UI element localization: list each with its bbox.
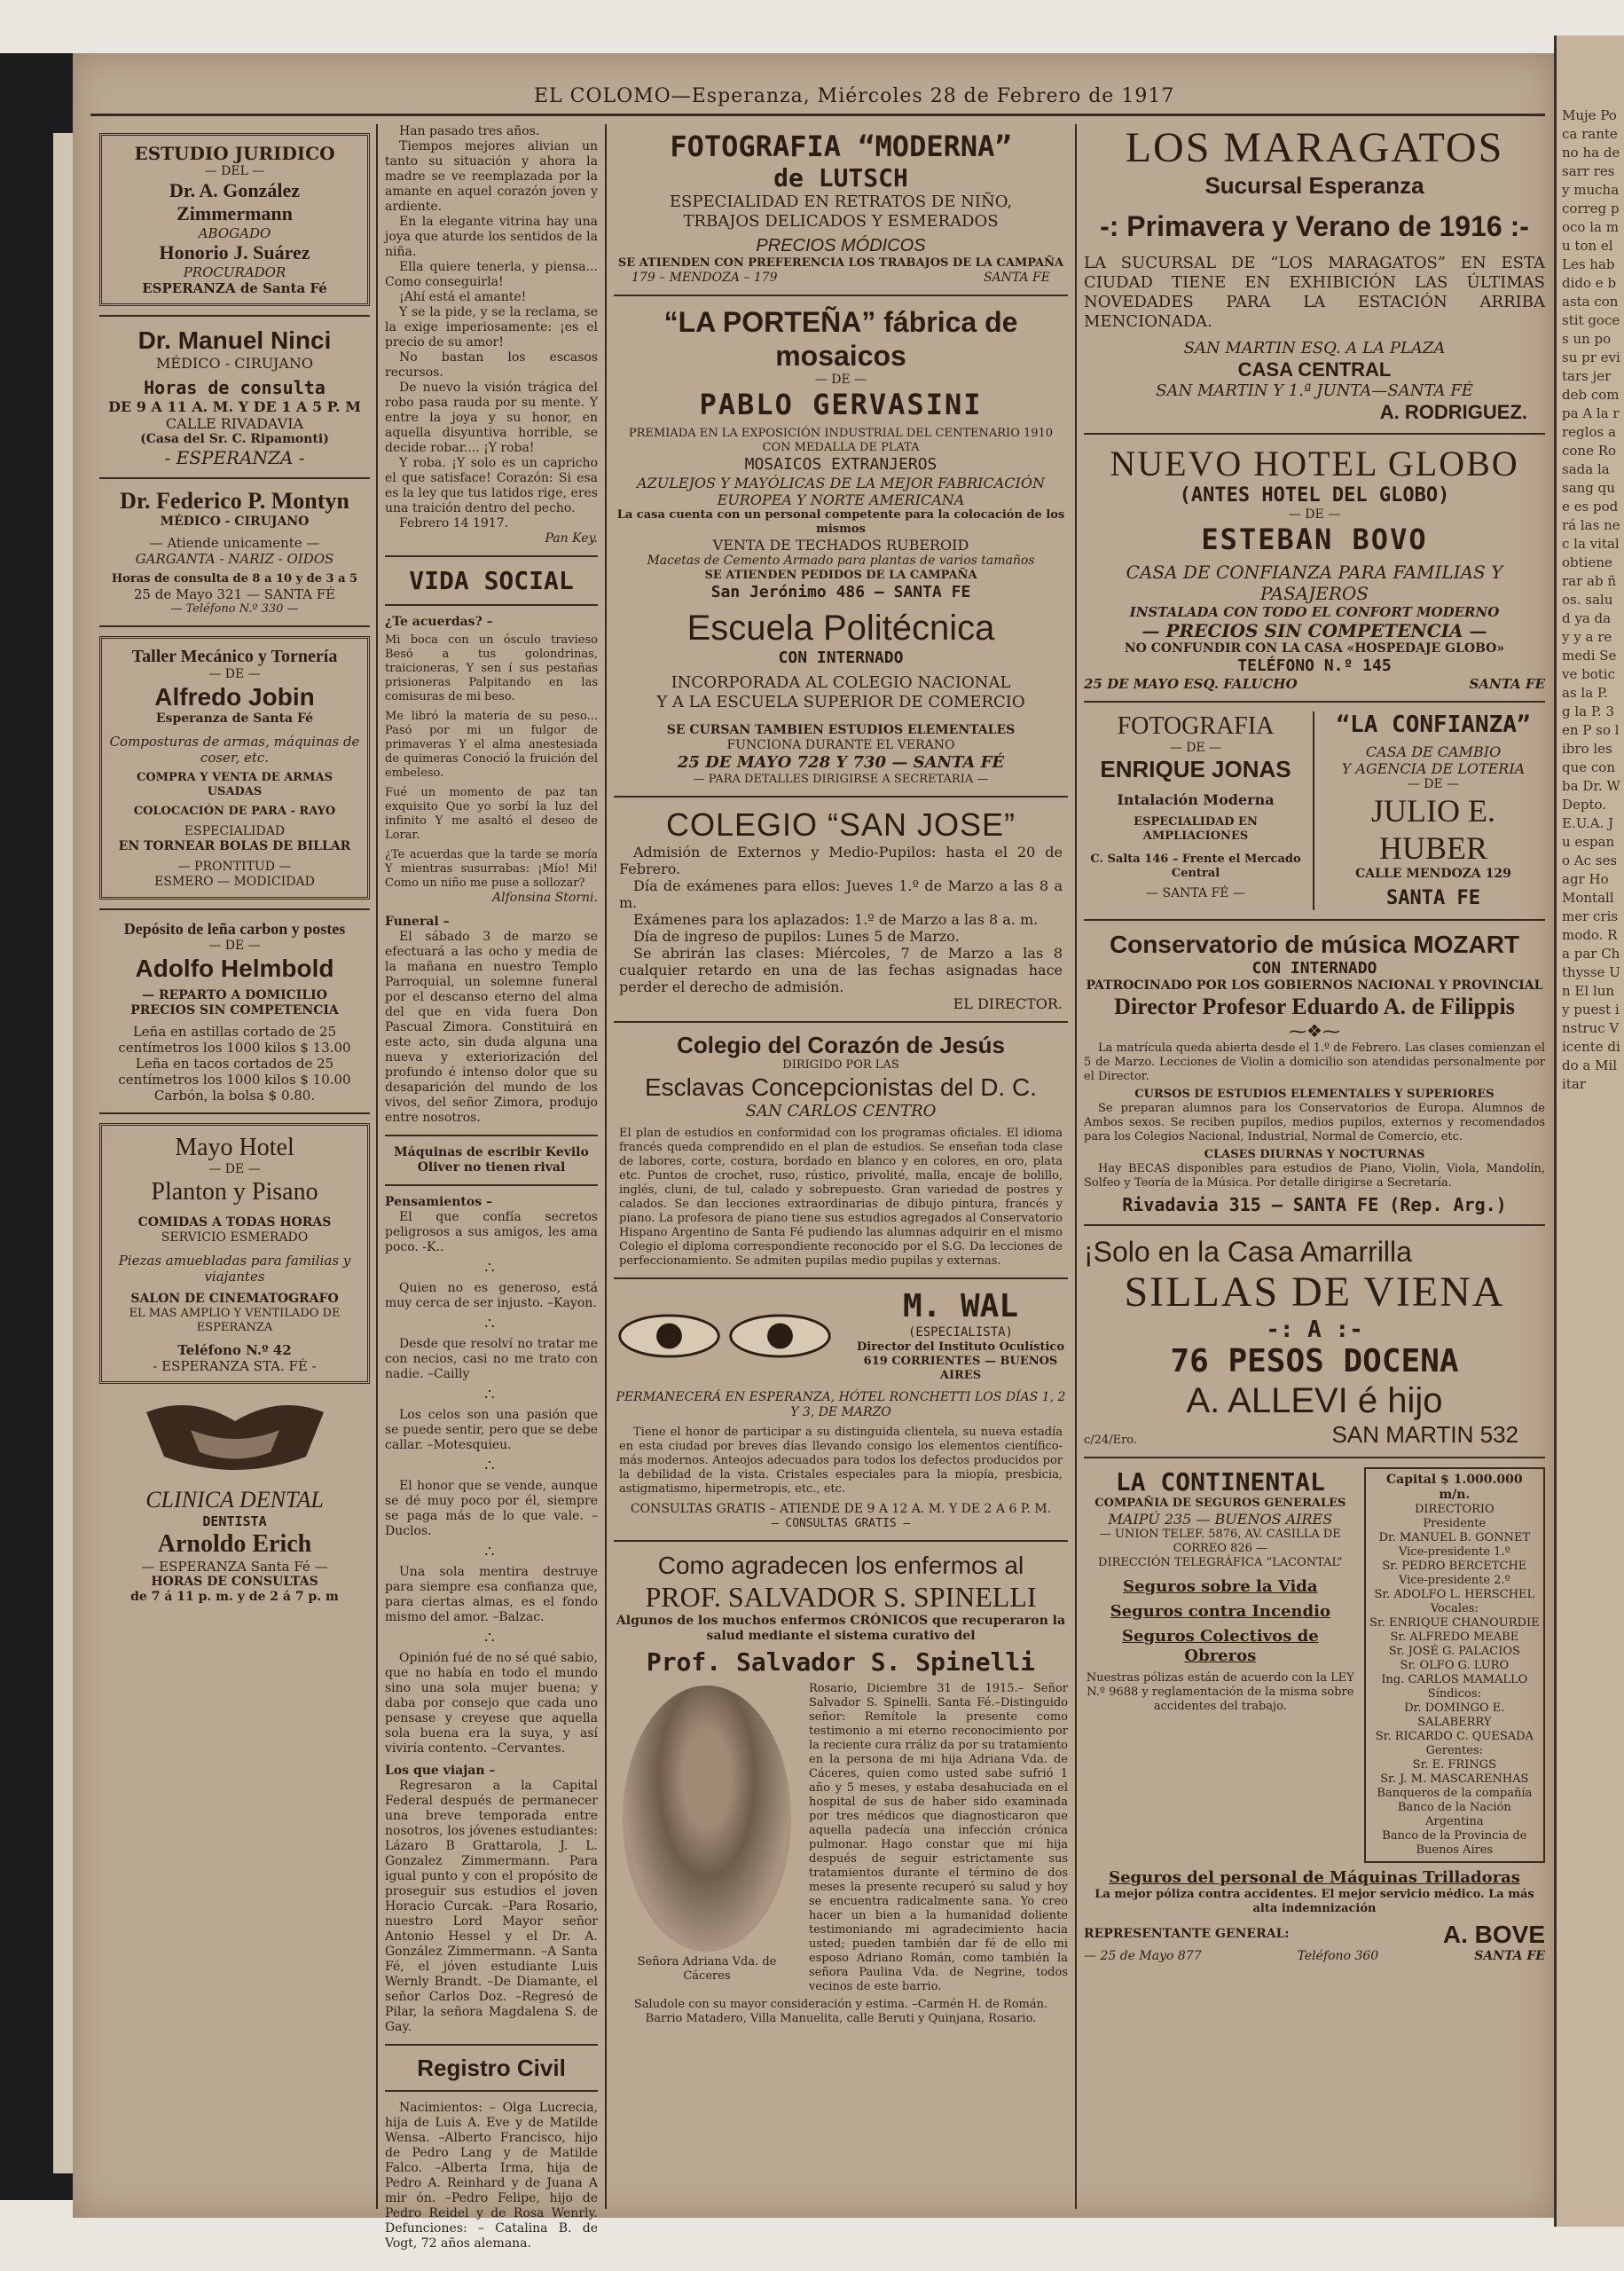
masthead: EL COLOMO—Esperanza, Miércoles 28 de Febrero de 1917 xyxy=(534,85,1175,107)
sanjose-p3: Exámenes para los aplazados: 1.º de Marzo a las 8 a. m. xyxy=(633,911,1039,928)
wal-text: Tiene el honor de participar a su distinguida clientela, su nueva estadía en esta ciudad por breves días llevando consigo los elementos científico-más modernos. Anteojos adecuados para todos los defectos producidos por la debilidad de la vista. Cristales especiales para la miopía, presbicia, astigmatismo, hipermetropis, etc., etc. xyxy=(619,1426,1063,1496)
mozart-patrocinado: PATROCINADO POR LOS GOBIERNOS NACIONAL Y PROVINCIAL xyxy=(1086,978,1543,993)
top-rule xyxy=(90,114,1545,116)
facing-page-text: Muje Poca rante no ha desarr res y mucha correg poco la mu ton el Les hab dido e basta constit goces un po su pr evitars jer deb compa A la rreglos acone Rosada la sang que es podrá las nec la vital obtiene rar ab ños. salud ya da y y a remedi Se ve boticas la P. g la P. 3 en P so libro les que con ba Dr. W Depto. E.U.A. Ju espano Ac ses agr Ho Montall mer cris modo. Ra par Ch thysse Un El lun y puest instruc Vicente dido a Militar xyxy=(1562,107,1620,1092)
newspaper-page xyxy=(73,53,1554,2251)
dir-12: Ing. CARLOS MAMALLO xyxy=(1381,1673,1528,1686)
poem-p6: Y se la pide, y se la reclama, se la exige imperiosamente: ¡es el precio de su amor! xyxy=(385,305,598,350)
ad-colegio-san-jose xyxy=(614,806,1068,1012)
taller-esmero: ESMERO — MODICIDAD xyxy=(154,875,315,889)
montyn-attends: — Atiende unicamente — xyxy=(149,535,320,551)
foto-especialidad: ESPECIALIDAD EN RETRATOS DE NIÑO, xyxy=(669,193,1013,211)
escuela-address: 25 DE MAYO 728 Y 730 — SANTA FÉ xyxy=(677,753,1005,772)
ad-m-wal xyxy=(614,1288,1068,1531)
jonas-city: — SANTA FÉ — xyxy=(1146,886,1245,900)
clinica-title: CLINICA DENTAL xyxy=(145,1487,324,1513)
mozart-clases: CLASES DIURNAS Y NOCTURNAS xyxy=(1204,1148,1425,1161)
globo-title: NUEVO HOTEL GLOBO xyxy=(1110,444,1519,483)
jonas-instalacion: Intalación Moderna xyxy=(1117,791,1275,808)
continental-directorio xyxy=(1364,1467,1545,1863)
globo-address-row xyxy=(1084,676,1545,692)
jonas-title: FOTOGRAFIA xyxy=(1117,712,1275,740)
pensamiento-7: Opinión fué de no sé qué sabio, que no había en todo el mundo sino una sola mujer buena; y daba por consejo que cada uno pensase y creyese que aquella sola buena era la suya, y así viviría contento. –Cervantes. xyxy=(385,1651,598,1756)
dir-11: Sr. OLFO G. LURO xyxy=(1400,1659,1510,1672)
eyes-illustration-icon xyxy=(614,1306,836,1366)
taller-especialidad: ESPECIALIDAD xyxy=(184,824,286,838)
dir-6: Sr. ADOLFO L. HERSCHEL xyxy=(1374,1588,1535,1601)
mozart-becas: Hay BECAS disponibles para estudios de Piano, Violin, Viola, Mandolín, Solfeo y Teoría de la Música. Por detalle dirigirse a Secretaría. xyxy=(1084,1162,1545,1190)
estudio-lawyer: Dr. A. González Zimmermann xyxy=(169,179,301,224)
pensamiento-6: Una sola mentira destruye para siempre esa confianza que, para ciertas almas, es el fondo mismo del amor. –Balzac. xyxy=(385,1565,598,1624)
montyn-speciality: GARGANTA - NARIZ - OIDOS xyxy=(135,551,334,567)
ninci-street: CALLE RIVADAVIA xyxy=(165,415,304,432)
column-2: Han pasado tres años. Tiempos mejores alivian un tanto su situación y ahora la madre se ve reemplazada por la amante en aquel corazón joven y ardiente. En la elegante vitrina hay una joya que aturde los sentidos de la niña. Ella quiere tenerla, y piensa... Como conseguirla! ¡Ahí está el amante! Y se la pide, y se la reclama, se la exige imperiosamente: ¡es el precio de su amor! No bastan los escasos recursos. De nuevo la visión trágica del robo pasa rauda por su mente. Y entre la joya y su honor, en aquella disyuntiva horrible, se decide robar.... ¡Y roba! Y roba. ¡Y solo es un capricho el que satisface! Corazón: Si esa es la ley que tus latidos rige, eres una traición dentro del pecho. Febrero 14 1917. Pan Key. VIDA SOCIAL ¿Te acuerdas? – Mi boca con un ósculo travieso Besó a tus golondrinas, traicioneras, Y sen í sus pestañas prisioneras Palpitando en las comisuras de mi beso. Me libró la materia de su peso... Pasó por mi un fulgor de primaveras Y el alma anestesiada de quimeras Conoció la fruición del embeleso. Fué un momento de paz tan exquisito Que yo sorbí la luz del infinito Y me asaltó el deseo de Lorar. ¿Te acuerdas que la tarde se moría Y mientras susurrabas: ¡Mío! Mi! Como un niño me puse a sollozar? Alfonsina Storni. Funeral – El sábado 3 de marzo se efectuará a las ocho y media de la mañana en nuestro Templo Parroquial, un solemne funeral por el descanso eterno del alma del que en vida fuera Don Pascual Zimora. Constituirá en este acto, sin duda alguna una nueva y exteriorización del profundo é intenso dolor que su desaparición del mundo de los vivos, del señor Zimora, produjo entre nosotros. Máquinas de escribir Kevilo Oliver no tienen rival Pensamientos – El que confía secretos peligrosos a sus amigos, les ama poco. -K.. ∴ Quien no es generoso, está muy cerca de ser injusto. –Kayon. ∴ Desde que resolví no tratar me con necios, casi no me trato con nadie. –Cailly ∴ Los celos son una pasión que se puede sentir, pero que se debe callar. –Motesquieu. ∴ El honor que se vende, aunque se dé muy poco por él, siempre se paga más de lo que vale. –Duclos. ∴ Una sola mentira destruye para siempre esa confianza que, para ciertas almas, es el fondo mismo del amor. –Balzac. ∴ Opinión fué de no sé qué sabio, que no había en todo el mundo sino una sola mujer buena; y daba por consejo que cada uno pensase y creyese que aquella sola buena era la suya, y así viviría contento. –Cervantes. Los que viajan – Regresaron a la Capital Federal después de permanecer una breve temporada entre nosotros, los jóvenes estudiantes: Lázaro B Grattarola, J. L. Gonzalez Zimmermann. Para igual punto y con el propósito de proseguir sus estudios el joven Horacio Curcak. –Para Rosario, nuestro Lord Mayor señor Antonio Hessel y el Dr. A. González Zimmermann. –A Santa Fé, el jóven estudiante Luis Wernly Brandt. –De Diamante, el señor Carlos Doz. –Regresó de Pilar, la señora Magdalena S. de Gay. Registro Civil Nacimientos: – Olga Lucrecia, hija de Luis A. Eve y de Matilde Wensa. –Alberto Francisco, hijo de Pedro Lang y de Matilde Falco. –Alberta Irma, hija de Pedro A. Reinhard y de Juana A mir ón. –Pedro Felipe, hijo de Pedro Reidel y de Rosa Wenrly. Defunciones: – Catalina B. de Vogt, 72 años alemana. xyxy=(385,124,598,2251)
vida-social-heading: VIDA SOCIAL xyxy=(409,566,574,595)
mayo-owners: Planton y Pisano xyxy=(151,1178,318,1206)
mayo-amplio: EL MAS AMPLIO Y VENTILADO DE ESPERANZA xyxy=(129,1307,341,1334)
corazon-dirigido: DIRIGIDO POR LAS xyxy=(782,1058,899,1072)
helmbold-line-3: Leña en tacos cortados de 25 xyxy=(135,1056,334,1072)
jonas-name: ENRIQUE JONAS xyxy=(1100,756,1291,782)
mozart-matricula: La matrícula queda abierta desde el 1.º de Febrero. Las clases comienzan el 5 de Marzo. Lecciones de Violin a domicilio son atendidas personalmente por el Director. xyxy=(1084,1041,1545,1083)
poem-p8: De nuevo la visión trágica del robo pasa rauda por su mente. Y entre la joya y su honor, en aquella disyuntiva horrible, se decide robar.... ¡Y roba! xyxy=(385,381,598,455)
seguros-obreros: Seguros Colectivos de Obreros xyxy=(1122,1627,1319,1665)
helmbold-title: Depósito de leña carbon y postes xyxy=(123,920,346,938)
clinica-dentista: DENTISTA xyxy=(202,1513,267,1529)
confianza-city: SANTA FE xyxy=(1386,887,1480,909)
helmbold-de: — DE — xyxy=(208,939,261,953)
divider-ornament-icon: ⁓❖⁓ xyxy=(1289,1020,1340,1041)
ad-la-confianza xyxy=(1322,711,1545,910)
continental-polizas: Nuestras pólizas están de acuerdo con la LEY N.º 9688 y reglamentación de la misma sobre accidentes del trabajo. xyxy=(1086,1671,1354,1713)
ads-row-jonas-confianza xyxy=(1084,711,1545,910)
maragatos-address: SAN MARTIN ESQ. A LA PLAZA xyxy=(1183,339,1446,358)
dir-14: Dr. DOMINGO E. SALABERRY xyxy=(1404,1701,1505,1729)
poem-p4: Ella quiere tenerla, y piensa... Como conseguirla! xyxy=(385,260,598,289)
mayo-phone: Teléfono N.º 42 xyxy=(177,1342,292,1358)
foto-campana: SE ATIENDEN CON PREFERENCIA LOS TRABAJOS DE LA CAMPAÑA xyxy=(617,256,1064,270)
directorio-list xyxy=(1369,1503,1540,1858)
ad-helmbold xyxy=(99,919,370,1104)
ninci-town: - ESPERANZA - xyxy=(164,447,305,468)
continental-telegraph: DIRECCIÓN TELEGRÁFICA “LACONTAL” xyxy=(1098,1556,1343,1569)
column-1 xyxy=(99,124,370,2218)
pensamientos-title: Pensamientos – xyxy=(385,1195,492,1209)
sanjose-title: COLEGIO “SAN JOSE” xyxy=(665,806,1016,843)
continental-address: MAIPÚ 235 — BUENOS AIRES xyxy=(1108,1511,1333,1528)
portrait-photo xyxy=(623,1686,791,1952)
facing-page xyxy=(1554,35,1624,2227)
mayo-title: Mayo Hotel xyxy=(175,1134,294,1161)
confianza-cambio: CASA DE CAMBIO xyxy=(1365,743,1502,760)
helmbold-line-5: Carbón, la bolsa $ 0.80. xyxy=(153,1088,316,1104)
wal-director: Director del Instituto Oculístico xyxy=(857,1340,1064,1354)
mayo-de: — DE — xyxy=(208,1162,261,1176)
acuerdas-title: ¿Te acuerdas? – xyxy=(385,615,493,629)
dir-17: Sr. E. FRINGS xyxy=(1412,1758,1496,1772)
portena-owner: PABLO GERVASINI xyxy=(699,388,983,421)
mayo-piezas: Piezas amuebladas para familias y viajantes xyxy=(118,1253,351,1285)
taller-de: — DE — xyxy=(208,667,261,681)
ad-hotel-globo xyxy=(1084,444,1545,692)
corazon-text: El plan de estudios en conformidad con los programas oficiales. El idioma francés queda comprendido en el plan de estudios. Se enseñan toda clase de labores, corte, costura, bordado en blanco y en colores, en oro, plata etc. Puntos de crochet, ruso, rústico, privolité, malla, encaje de bolillo, inglés, cluni, de tul, calado y sobrepuesto. Gran variedad de postres y calados. Se dan lecciones extraordinarias de dibujo pintura, francés y piano. La profesora de piano tiene sus estudios agregados al Conservatorio Hispano Argentino de Santa Fé pudiendo las alumnas adquirir en el mismo Colegio el diploma correspondiente reconocido por el S.G. Da lecciones de perfeccionamiento. Se admiten pupilas medio pupilas y externas. xyxy=(619,1127,1063,1268)
dir-15: Sr. RICARDO C. QUESADA xyxy=(1375,1730,1534,1743)
clinica-hours: de 7 á 11 p. m. y de 2 á 7 p. m xyxy=(130,1590,339,1604)
column-rule-3 xyxy=(1075,124,1077,2209)
montyn-hours: Horas de consulta de 8 a 10 y de 3 a 5 xyxy=(111,572,358,585)
estudio-place: ESPERANZA de Santa Fé xyxy=(142,280,327,296)
portena-azulejos: AZULEJOS Y MAYÓLICAS DE LA MEJOR FABRICACIÓN EUROPEA Y NORTE AMERICANA xyxy=(637,475,1045,508)
taller-title: Taller Mecánico y Tornería xyxy=(131,647,338,666)
escuela-title: Escuela Politécnica xyxy=(686,609,995,648)
wal-name: M. WAL xyxy=(902,1288,1019,1324)
poem-p9: Y roba. ¡Y solo es un capricho el que satisface! Corazón: Si esa es la ley que tus latidos rige, eres una traición dentro del pecho. xyxy=(385,456,598,515)
continental-mejor-poliza: La mejor póliza contra accidentes. El mejor servicio médico. La más alta indemnización xyxy=(1094,1888,1534,1915)
pensamiento-3: Desde que resolví no tratar me con necios, casi no me trato con nadie. –Cailly xyxy=(385,1337,598,1381)
registro-civil-heading: Registro Civil xyxy=(417,2055,566,2081)
amarrilla-price: 76 PESOS DOCENA xyxy=(1170,1343,1459,1379)
maragatos-text: LA SUCURSAL DE “LOS MARAGATOS” EN ESTA CIUDAD TIENE EN EXHIBICIÓN LAS ÚLTIMAS NOVEDADES PARA LA ESTACIÓN ARRIBA MENCIONADA. xyxy=(1084,254,1545,331)
foto-owner: de LUTSCH xyxy=(773,163,908,193)
ninci-hours: DE 9 A 11 A. M. Y DE 1 A 5 P. M xyxy=(108,398,361,415)
helmbold-reparto: — REPARTO A DOMICILIO xyxy=(142,988,327,1002)
ad-taller-jobin xyxy=(99,636,370,900)
ad-la-continental xyxy=(1084,1467,1545,1863)
portena-mosaicos: MOSAICOS EXTRANJEROS xyxy=(744,455,938,474)
spinelli-headline: Como agradecen los enfermos al xyxy=(657,1552,1024,1579)
wal-especialista: (ESPECIALISTA) xyxy=(907,1325,1013,1340)
acuerdas-signature: Alfonsina Storni. xyxy=(492,891,598,905)
registro-civil-text: Nacimientos: – Olga Lucrecia, hija de Luis A. Eve y de Matilde Wensa. –Alberto Francisco, hijo de Pedro Lang y de Matilde Falco. –Alberta Irma, hija de Pedro A. Reinhard y de Juana A mir ón. –Pedro Felipe, hijo de Pedro Reidel y de Rosa Wenrly. Defunciones: – Catalina B. de Vogt, 72 años alemana. xyxy=(385,2101,598,2251)
ad-clinica-dental xyxy=(99,1395,370,1605)
wal-consultas: CONSULTAS GRATIS – ATIENDE DE 9 A 12 A. M. Y DE 2 A 6 P. M. xyxy=(630,1502,1052,1516)
portena-title: “LA PORTEÑA” fábrica de mosaicos xyxy=(663,306,1018,372)
spinelli-letter: Rosario, Diciembre 31 de 1915.– Señor Salvador S. Spinelli. Santa Fé.–Distinguido señor: Remítole la presente como testimonio a mi eterno reconocimiento por la reciente cura rráliz da por su tratamiento en la persona de mi hija Adriana Vda. de Cáceres, quien como usted sabe sufrió 1 año y 5 meses, y estaba desahuciada en el hospital de sus de haber sido examinada por tres médicos que diagnosticaron que aquella padecía una infección crónica pulmonar. Hago constar que mi hija después de seguir estrictamente sus tratamientos durante el término de dos meses la presente recuperó su salud y hoy se encuentra radicalmente sana. Yo creo hacer un bien a la humanidad doliente testimoniando mi agradecimiento hacia usted; pueden también dar fé de ello mi esposo Adriano Román, como también la señora Paulina Vda. de Negrine, todos vecinos de este barrio. xyxy=(809,1682,1068,1993)
helmbold-line-1: Leña en astillas cortado de 25 xyxy=(132,1024,337,1040)
helmbold-line-2: centímetros los 1000 kilos $ 13.00 xyxy=(118,1040,351,1056)
sanjose-body xyxy=(614,844,1068,1012)
seguros-vida: Seguros sobre la Vida xyxy=(1123,1577,1318,1596)
ad-la-portena xyxy=(614,305,1068,602)
dir-7: Vocales: xyxy=(1430,1602,1479,1615)
montyn-phone: — Teléfono N.º 330 — xyxy=(170,602,299,616)
montyn-address: 25 de Mayo 321 — SANTA FÉ xyxy=(133,586,336,602)
continental-title: LA CONTINENTAL xyxy=(1115,1467,1325,1497)
acuerdas-stanza-3: Fué un momento de paz tan exquisito Que yo sorbí la luz del infinito Y me asaltó el deseo de Lorar. xyxy=(385,786,598,842)
clinica-town: — ESPERANZA Santa Fé — xyxy=(141,1559,328,1575)
mayo-town: - ESPERANZA STA. FÉ - xyxy=(153,1358,317,1374)
estudio-del: — DEL — xyxy=(204,164,265,178)
maragatos-central-address: SAN MARTIN Y 1.ª JUNTA—SANTA FÉ xyxy=(1156,381,1473,400)
sanjose-p5: Se abrirán las clases: Miércoles, 7 de Marzo a las 8 cualquier retardo en una de las fechas asignadas hace perder el derecho de admisión. xyxy=(619,945,1063,995)
portena-personal: La casa cuenta con un personal competente para la colocación de los mismos xyxy=(616,508,1065,536)
acuerdas-stanza-4: ¿Te acuerdas que la tarde se moría Y mientras susurrabas: ¡Mío! Mi! Como un niño me puse a sollozar? xyxy=(385,848,598,890)
portena-pedidos: SE ATIENDEN PEDIDOS DE LA CAMPAÑA xyxy=(704,569,977,582)
globo-confort: INSTALADA CON TODO EL CONFORT MODERNO xyxy=(1129,604,1500,620)
escuela-detalles: — PARA DETALLES DIRIGIRSE A SECRETARIA — xyxy=(693,773,989,786)
mozart-director: Director Profesor Eduardo A. de Filippis xyxy=(1114,994,1515,1019)
mozart-address: Rivadavia 315 — SANTA FE (Rep. Arg.) xyxy=(1122,1194,1507,1215)
continental-representante: REPRESENTANTE GENERAL: xyxy=(1084,1927,1290,1941)
taller-services: Composturas de armas, máquinas de coser, etc. xyxy=(109,734,360,766)
globo-owner: ESTEBAN BOVO xyxy=(1201,523,1428,556)
portena-address: San Jerónimo 486 — SANTA FE xyxy=(710,583,971,601)
confianza-address: CALLE MENDOZA 129 xyxy=(1355,867,1511,881)
amarrilla-ref: c/24/Ero. xyxy=(1084,1434,1138,1447)
seguros-incendio: Seguros contra Incendio xyxy=(1110,1602,1330,1621)
foto-address-row xyxy=(614,271,1068,286)
column-4 xyxy=(1084,124,1545,2218)
globo-phone: TELÉFONO N.º 145 xyxy=(1237,656,1392,675)
amarrilla-title: ¡Solo en la Casa Amarrilla xyxy=(1084,1236,1412,1268)
amarrilla-a: -: A :- xyxy=(1266,1316,1363,1343)
taller-billar: EN TORNEAR BOLAS DE BILLAR xyxy=(118,839,351,853)
dir-8: Sr. ENRIQUE CHANOURDIE xyxy=(1369,1616,1540,1630)
column-rule-2 xyxy=(605,124,607,2209)
ad-mayo-hotel xyxy=(99,1123,370,1384)
ad-montyn xyxy=(99,488,370,617)
helmbold-owner: Adolfo Helmbold xyxy=(135,955,334,982)
maragatos-sucursal: Sucursal Esperanza xyxy=(1204,172,1424,199)
estudio-procurador: PROCURADOR xyxy=(183,264,286,280)
ad-ninci xyxy=(99,326,370,468)
amarrilla-address: SAN MARTIN 532 xyxy=(1331,1421,1518,1448)
ninci-house: (Casa del Sr. C. Ripamonti) xyxy=(140,432,329,446)
acuerdas-stanza-2: Me libró la materia de su peso... Pasó por mi un fulgor de primaveras Y el alma anestesiada de quimeras Conoció la fruición del embeleso. xyxy=(385,710,598,780)
funeral-title: Funeral – xyxy=(385,915,450,929)
corazon-title: Colegio del Corazón de Jesús xyxy=(677,1032,1005,1058)
poem-p5: ¡Ahí está el amante! xyxy=(399,290,527,304)
spinelli-intro: Algunos de los muchos enfermos CRÓNICOS que recuperaron la salud mediante el sistema curativo del xyxy=(616,1614,1066,1643)
wal-consultas-gratis: — CONSULTAS GRATIS — xyxy=(771,1517,911,1530)
maragatos-casa-central: CASA CENTRAL xyxy=(1237,358,1392,381)
ad-fotografia-moderna xyxy=(614,130,1068,286)
dir-5: Vice-presidente 2.º xyxy=(1398,1574,1510,1587)
seguros-trilladoras: Seguros del personal de Máquinas Trilladoras xyxy=(1109,1868,1520,1887)
viajan-text: Regresaron a la Capital Federal después de permanecer una breve temporada entre nosotros, los jóvenes estudiantes: Lázaro B Grattarola, J. L. Gonzalez Zimmermann. Para igual punto y con el propósito de proseguir sus estudios el joven Horacio Curcak. –Para Rosario, nuestro Lord Mayor señor Antonio Hessel y el Dr. A. González Zimmermann. –A Santa Fé, el jóven estudiante Luis Wernly Brandt. –De Diamante, el señor Carlos Doz. –Regresó de Pilar, la señora Magdalena S. de Gay. xyxy=(385,1779,598,2034)
dir-18: Sr. J. M. MASCARENHAS xyxy=(1380,1772,1529,1786)
globo-antes: (ANTES HOTEL DEL GLOBO) xyxy=(1179,484,1450,507)
clinica-dentist-name: Arnoldo Erich xyxy=(157,1530,312,1558)
continental-subtitle: COMPAÑIA DE SEGUROS GENERALES xyxy=(1094,1497,1346,1510)
column-rule-1 xyxy=(376,124,378,2209)
ninci-role: MÉDICO - CIRUJANO xyxy=(156,355,313,372)
ad-corazon-de-jesus xyxy=(614,1032,1068,1269)
dir-4: Sr. PEDRO BERCETCHE xyxy=(1382,1560,1527,1573)
continental-address-row xyxy=(1084,1949,1545,1964)
escuela-elementales: SE CURSAN TAMBIEN ESTUDIOS ELEMENTALES xyxy=(666,723,1016,737)
continental-rep-phone: Teléfono 360 xyxy=(1297,1949,1379,1963)
foto-precios: PRECIOS MÓDICOS xyxy=(756,236,926,255)
portena-techados: VENTA DE TECHADOS RUBEROID xyxy=(712,537,969,554)
estudio-procurador-name: Honorio J. Suárez xyxy=(159,241,310,263)
pensamiento-2: Quien no es generoso, está muy cerca de ser injusto. –Kayon. xyxy=(385,1281,598,1310)
dir-2: Dr. MANUEL B. GONNET xyxy=(1378,1531,1531,1544)
confianza-title: “LA CONFIANZA” xyxy=(1336,711,1531,738)
portena-premiada: PREMIADA EN LA EXPOSICIÓN INDUSTRIAL DEL CENTENARIO 1910 CON MEDALLA DE PLATA xyxy=(628,427,1054,454)
taller-place: Esperanza de Santa Fé xyxy=(155,711,314,726)
dir-16: Gerentes: xyxy=(1425,1744,1483,1757)
amarrilla-sillas: SILLAS DE VIENA xyxy=(1124,1269,1505,1316)
mozart-alumnos: Se preparan alumnos para los Conservatorios de Europa. Alumnos de Ambos sexos. Se reciben pupilos, medios pupilos, externos y recomendados para los Colegios Nacional, Industrial, Normal de Comercio, etc. xyxy=(1084,1102,1545,1143)
dir-20: Banco de la Nación Argentina xyxy=(1397,1801,1511,1828)
taller-prontitud: — PRONTITUD — xyxy=(177,860,292,874)
pensamiento-1: El que confía secretos peligrosos a sus amigos, les ama poco. -K.. xyxy=(385,1210,598,1254)
montyn-role: MÉDICO - CIRUJANO xyxy=(160,515,310,529)
pensamiento-5: El honor que se vende, aunque se dé muy poco por él, siempre se paga más de lo que vale. –Duclos. xyxy=(385,1479,598,1538)
globo-address: 25 DE MAYO ESQ. FALUCHO xyxy=(1084,676,1298,692)
confianza-loteria: Y AGENCIA DE LOTERIA xyxy=(1341,760,1526,777)
foto-address: 179 – MENDOZA – 179 xyxy=(632,271,778,285)
sanjose-director: EL DIRECTOR. xyxy=(953,995,1063,1012)
montyn-name: Dr. Federico P. Montyn xyxy=(120,488,349,514)
maragatos-title: LOS MARAGATOS xyxy=(1125,124,1504,171)
foto-title: FOTOGRAFIA “MODERNA” xyxy=(670,130,1012,163)
ornamental-crest-icon xyxy=(137,1395,333,1483)
continental-footer xyxy=(1084,1920,1545,1949)
continental-representante-name: A. BOVE xyxy=(1442,1921,1545,1948)
estudio-abogado: ABOGADO xyxy=(198,225,271,241)
wal-permanecera: PERMANECERÁ EN ESPERANZA, HÓTEL RONCHETTI LOS DÍAS 1, 2 Y 3, DE MARZO xyxy=(616,1390,1066,1419)
portena-de: — DE — xyxy=(814,373,867,387)
globo-no-confundir: NO CONFUNDIR CON LA CASA «HOSPEDAJE GLOBO» xyxy=(1124,641,1505,656)
amarrilla-owner: A. ALLEVI é hijo xyxy=(1186,1381,1443,1420)
acuerdas-stanza-1: Mi boca con un ósculo travieso Besó a tus golondrinas, traicioneras, Y sen í sus pestañas prisioneras Palpitando en las comisuras de mi beso. xyxy=(385,633,598,703)
poem-p7: No bastan los escasos recursos. xyxy=(385,350,598,380)
globo-casa: CASA DE CONFIANZA PARA FAMILIAS Y PASAJEROS xyxy=(1126,562,1503,604)
dir-3: Vice-presidente 1.º xyxy=(1398,1545,1510,1559)
confianza-de: — DE — xyxy=(1407,777,1460,791)
continental-rep-address: — 25 de Mayo 877 xyxy=(1084,1949,1202,1963)
globo-city: SANTA FE xyxy=(1469,676,1545,692)
taller-owner: Alfredo Jobin xyxy=(154,683,315,711)
confianza-owner: JULIO E. HUBER xyxy=(1371,793,1495,866)
poem-signature: Pan Key. xyxy=(545,531,598,546)
corazon-place: SAN CARLOS CENTRO xyxy=(745,1102,937,1120)
helmbold-line-4: centímetros los 1000 kilos $ 10.00 xyxy=(118,1072,351,1088)
mozart-title: Conservatorio de música MOZART xyxy=(1109,931,1520,958)
ad-enrique-jonas xyxy=(1084,711,1314,910)
mayo-servicio: SERVICIO ESMERADO xyxy=(161,1230,309,1245)
taller-pararayo: COLOCACIÓN DE PARA - RAYO xyxy=(133,805,336,818)
maragatos-owner: A. RODRIGUEZ. xyxy=(1379,401,1527,423)
helmbold-precios: PRECIOS SIN COMPETENCIA xyxy=(130,1003,339,1018)
ad-conservatorio-mozart xyxy=(1084,930,1545,1215)
continental-rep-city: SANTA FE xyxy=(1474,1949,1545,1963)
funeral-text: El sábado 3 de marzo se efectuará a las ocho y media de la mañana en nuestro Templo Parroquial, un solemne funeral por el descanso eterno del alma del que en vida fuera Don Pascual Zimora. Constituirá en este acto, sin duda alguna una nueva y exteriorización del profundo é intenso dolor que su desaparición del mundo de los vivos, del señor Zimora, produjo entre nosotros. xyxy=(385,930,598,1125)
dir-0: DIRECTORIO xyxy=(1414,1503,1495,1516)
taller-armas: COMPRA Y VENTA DE ARMAS USADAS xyxy=(137,771,333,798)
mozart-cursos: CURSOS DE ESTUDIOS ELEMENTALES Y SUPERIORES xyxy=(1134,1088,1495,1101)
dir-13: Síndicos: xyxy=(1427,1687,1481,1701)
kevil-ad: Máquinas de escribir Kevilo Oliver no tienen rival xyxy=(394,1145,589,1175)
sanjose-p1: Admisión de Externos y Medio-Pupilos: hasta el 20 de Febrero. xyxy=(619,844,1063,877)
foto-trabajos: TRBAJOS DELICADOS Y ESMERADOS xyxy=(683,212,999,231)
spinelli-name: Prof. Salvador S. Spinelli xyxy=(646,1647,1036,1677)
continental-phone: — UNION TELEF. 5876, AV. CASILLA DE CORREO 826 — xyxy=(1099,1528,1341,1555)
dir-1: Presidente xyxy=(1423,1517,1487,1530)
portena-macetas: Macetas de Cemento Armado para plantas de varios tamaños xyxy=(647,554,1035,568)
poem-date: Febrero 14 1917. xyxy=(399,516,509,530)
spinelli-name-large: PROF. SALVADOR S. SPINELLI xyxy=(645,1581,1037,1613)
continental-capital: Capital $ 1.000.000 m/n. xyxy=(1386,1473,1523,1502)
ad-estudio-juridico xyxy=(99,133,370,306)
dir-9: Sr. ALFREDO MEABE xyxy=(1390,1631,1519,1644)
globo-precios: — PRECIOS SIN COMPETENCIA — xyxy=(1142,620,1487,641)
dir-21: Banco de la Provincia de Buenos Aires xyxy=(1382,1829,1527,1857)
poem-p2: Tiempos mejores alivian un tanto su situación y ahora la madre se ve reemplazada por la amante en aquel corazón joven y ardiente. xyxy=(385,139,598,214)
clinica-hours-title: HORAS DE CONSULTAS xyxy=(151,1575,318,1589)
mayo-cine: SALON DE CINEMATOGRAFO xyxy=(130,1292,339,1306)
escuela-verano: FUNCIONA DURANTE EL VERANO xyxy=(726,738,955,752)
sanjose-p4: Día de ingreso de pupilos: Lunes 5 de Marzo. xyxy=(633,928,960,945)
jonas-address: C. Salta 146 – Frente el Mercado Central xyxy=(1090,853,1301,880)
globo-de: — DE — xyxy=(1288,507,1341,522)
ninci-hours-title: Horas de consulta xyxy=(144,377,326,398)
ad-casa-amarrilla xyxy=(1084,1235,1545,1448)
sanjose-p2: Día de exámenes para ellos: Jueves 1.º de Marzo a las 8 a m. xyxy=(619,877,1063,911)
wal-address: 619 CORRIENTES — BUENOS AIRES xyxy=(863,1355,1058,1382)
estudio-title: ESTUDIO JURIDICO xyxy=(134,143,335,164)
poem-p3: En la elegante vitrina hay una joya que aturde los sentidos de la niña. xyxy=(385,215,598,259)
viajan-title: Los que viajan – xyxy=(385,1764,496,1778)
poem-p1: Han pasado tres años. xyxy=(399,124,540,138)
escuela-nacional: INCORPORADA AL COLEGIO NACIONAL xyxy=(671,673,1011,692)
mozart-internado: CON INTERNADO xyxy=(1251,959,1377,978)
maragatos-season: -: Primavera y Verano de 1916 :- xyxy=(1100,210,1529,242)
jonas-de: — DE — xyxy=(1169,741,1222,755)
column-3 xyxy=(614,124,1068,2218)
ad-los-maragatos xyxy=(1084,124,1545,424)
escuela-internado: CON INTERNADO xyxy=(778,648,904,667)
escuela-comercio: Y A LA ESCUELA SUPERIOR DE COMERCIO xyxy=(656,693,1025,711)
portrait-caption: Señora Adriana Vda. de Cáceres xyxy=(637,1955,777,1983)
mayo-comidas: COMIDAS A TODAS HORAS xyxy=(137,1215,332,1230)
ad-spinelli xyxy=(614,1551,1068,2026)
dir-10: Sr. JOSÉ G. PALACIOS xyxy=(1388,1645,1520,1658)
foto-city: SANTA FE xyxy=(983,271,1050,285)
pensamiento-4: Los celos son una pasión que se puede sentir, pero que se debe callar. –Motesquieu. xyxy=(385,1408,598,1452)
jonas-especialidad: ESPECIALIDAD EN AMPLIACIONES xyxy=(1134,815,1258,843)
ad-escuela-politecnica xyxy=(614,608,1068,787)
spinelli-signature: Saludole con su mayor consideración y estima. –Carmén H. de Román. Barrio Matadero, Villa Manuelita, calle Beruti y Quinjana, Rosario. xyxy=(633,1998,1048,2025)
corazon-esclavas: Esclavas Concepcionistas del D. C. xyxy=(645,1073,1037,1101)
dir-19: Banqueros de la compañía xyxy=(1377,1787,1533,1800)
ninci-name: Dr. Manuel Ninci xyxy=(137,326,332,354)
